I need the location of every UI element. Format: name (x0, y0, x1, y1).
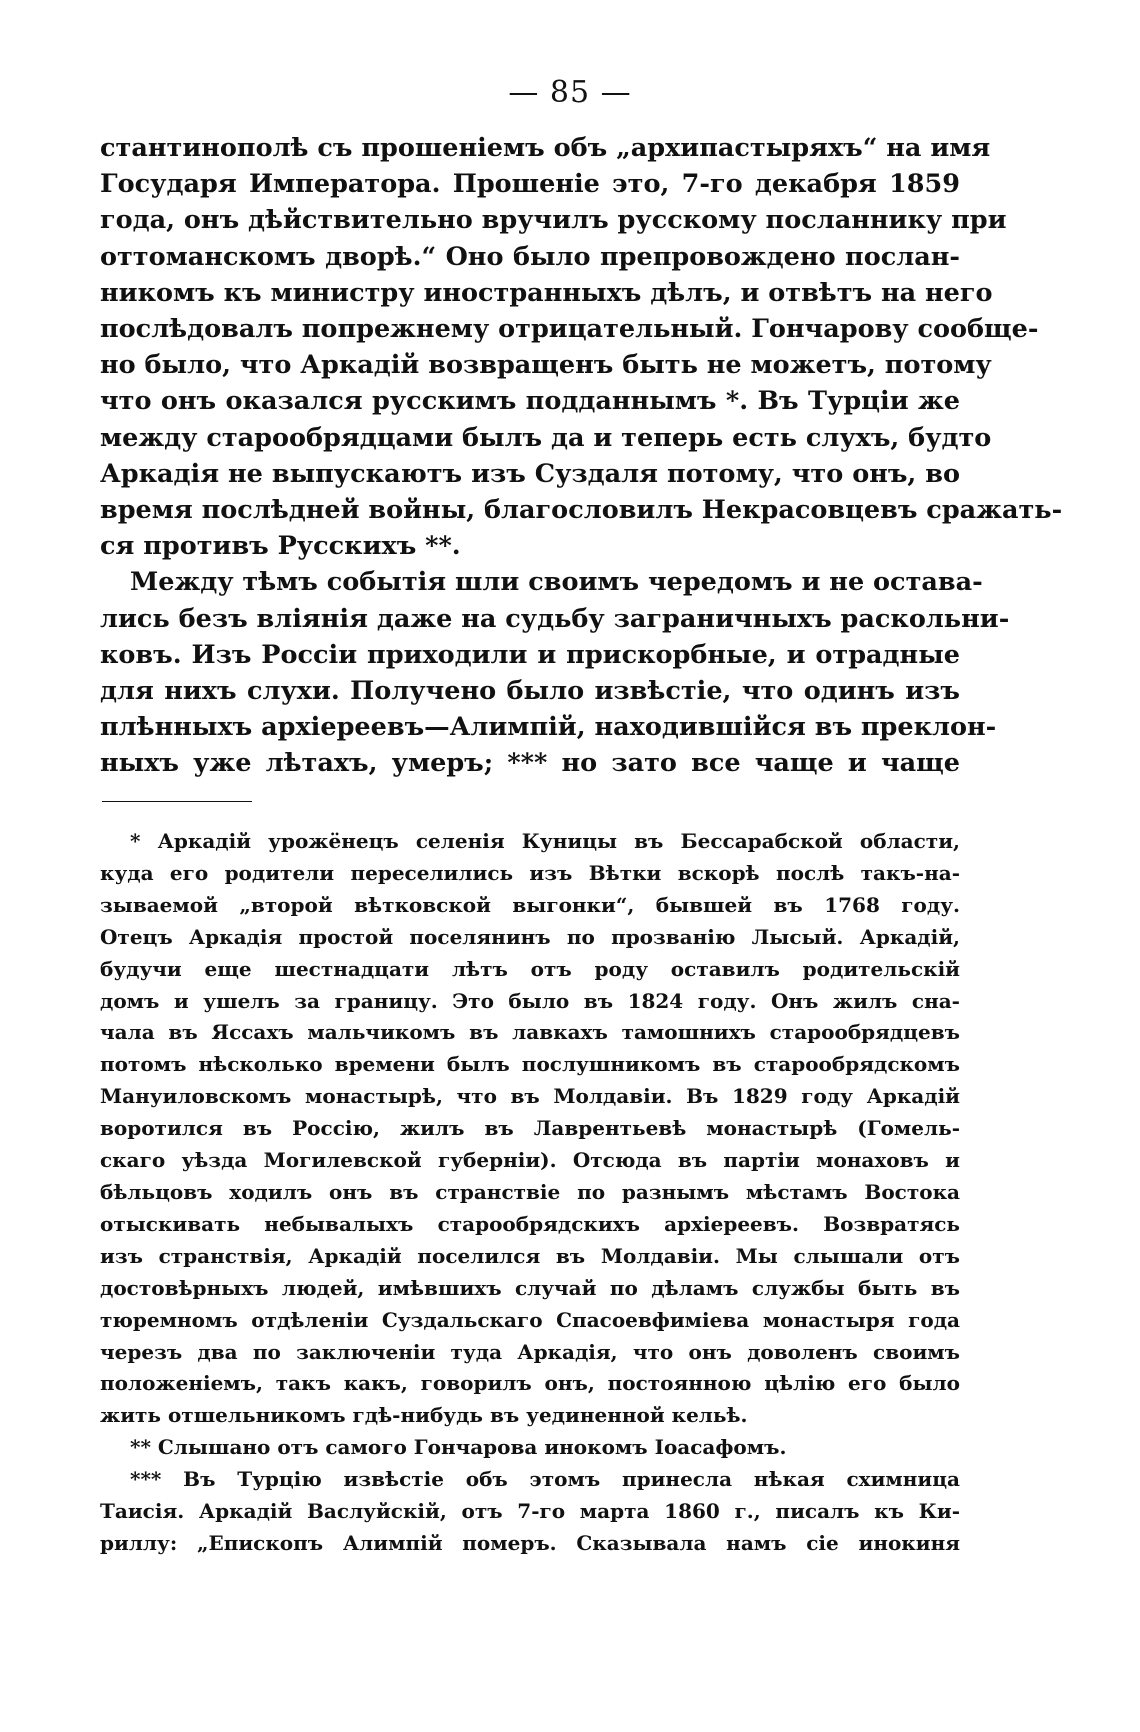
text-line: ся противъ Русскихъ **. (100, 531, 461, 562)
footnote-line: Отецъ Аркадія простой поселянинъ по прозванію Лысый. Аркадій, (100, 924, 960, 949)
footnote-line: Таисія. Аркадій Васлуйскій, отъ 7-го марта 1860 г., писалъ къ Ки- (100, 1499, 960, 1524)
footnotes (100, 826, 960, 1560)
footnote-line: отыскивать небывалыхъ старообрядскихъ архіереевъ. Возвратясь (100, 1211, 960, 1236)
footnote-line: положеніемъ, такъ какъ, говорилъ онъ, постоянною цѣлію его было (100, 1371, 960, 1396)
text-line: года, онъ дѣйствительно вручилъ русскому посланнику при (100, 205, 1007, 236)
text-line: Аркадія не выпускаютъ изъ Суздаля потому, что онъ, во (100, 458, 960, 489)
text-line: Между тѣмъ событія шли своимъ чередомъ и не остава- (130, 567, 983, 598)
footnote-line: тюремномъ отдѣленіи Суздальскаго Спасоевфиміева монастыря года (100, 1307, 960, 1332)
footnote-line: бѣльцовъ ходилъ онъ въ странствіе по разнымъ мѣстамъ Востока (100, 1179, 960, 1204)
footnote-line: чала въ Яссахъ мальчикомъ въ лавкахъ тамошнихъ старообрядцевъ (100, 1020, 960, 1045)
text-line: что онъ оказался русскимъ подданнымъ *. Въ Турціи же (100, 386, 960, 417)
text-line: ныхъ уже лѣтахъ, умеръ; *** но зато все чаще и чаще (100, 748, 960, 779)
footnote-line: куда его родители переселились изъ Вѣтки вскорѣ послѣ такъ-на- (100, 860, 960, 885)
text-line: послѣдовалъ попрежнему отрицательный. Гончарову сообще- (100, 314, 1039, 345)
text-line: между старообрядцами былъ да и теперь есть слухъ, будто (100, 422, 992, 453)
footnote-line: потомъ нѣсколько времени былъ послушникомъ въ старообрядскомъ (100, 1052, 960, 1077)
footnote-line: домъ и ушелъ за границу. Это было въ 1824 году. Онъ жилъ сна- (100, 988, 960, 1013)
page-number: — 85 — (508, 75, 632, 110)
text-line: лись безъ вліянія даже на судьбу заграничныхъ раскольни- (100, 603, 1010, 634)
text-line: Государя Императора. Прошеніе это, 7-го декабря 1859 (100, 169, 960, 200)
text-line: для нихъ слухи. Получено было извѣстіе, что одинъ изъ (100, 676, 960, 707)
footnote-line: ** Слышано отъ самого Гончарова инокомъ Іоасафомъ. (130, 1435, 787, 1460)
text-line: оттоманскомъ дворѣ.“ Оно было препровождено послан- (100, 241, 960, 272)
footnote-line: воротился въ Россію, жилъ въ Лаврентьевѣ монастырѣ (Гомель- (100, 1116, 960, 1141)
text-line: ковъ. Изъ Россіи приходили и прискорбные, и отрадные (100, 639, 960, 670)
footnote-line: Мануиловскомъ монастырѣ, что въ Молдавіи. Въ 1829 году Аркадій (100, 1084, 960, 1109)
footnote-line: будучи еще шестнадцати лѣтъ отъ роду оставилъ родительскій (100, 956, 960, 981)
footnote-line: черезъ два по заключеніи туда Аркадія, что онъ доволенъ своимъ (100, 1339, 960, 1364)
text-line: плѣнныхъ архіереевъ—Алимпій, находившійся въ преклон- (100, 712, 997, 743)
footnote-line: риллу: „Епископъ Алимпій померъ. Сказывала намъ сіе инокиня (100, 1530, 960, 1555)
footnote-line: зываемой „второй вѣтковской выгонки“, бывшей въ 1768 году. (100, 892, 960, 917)
footnote-divider (102, 801, 252, 802)
main-text (100, 130, 1063, 782)
footnote-line: изъ странствія, Аркадій поселился въ Молдавіи. Мы слышали отъ (100, 1243, 960, 1268)
footnote-line: достовѣрныхъ людей, имѣвшихъ случай по дѣламъ службы быть въ (100, 1275, 960, 1300)
footnote-line: жить отшельникомъ гдѣ-нибудь въ уединенной кельѣ. (100, 1403, 748, 1428)
footnote-line: скаго уѣзда Могилевской губерніи). Отсюда въ партіи монаховъ и (100, 1148, 960, 1173)
text-line: но было, что Аркадій возвращенъ быть не можетъ, потому (100, 350, 992, 381)
text-line: время послѣдней войны, благословилъ Некрасовцевъ сражать- (100, 495, 1063, 526)
footnote-line: * Аркадій урожёнецъ селенія Куницы въ Бессарабской области, (130, 829, 960, 853)
footnote-line: *** Въ Турцію извѣстіе объ этомъ принесла нѣкая схимница (130, 1467, 960, 1492)
text-line: никомъ къ министру иностранныхъ дѣлъ, и отвѣтъ на него (100, 277, 993, 308)
text-line: стантинополѣ съ прошеніемъ объ „архипастыряхъ“ на имя (100, 133, 991, 163)
